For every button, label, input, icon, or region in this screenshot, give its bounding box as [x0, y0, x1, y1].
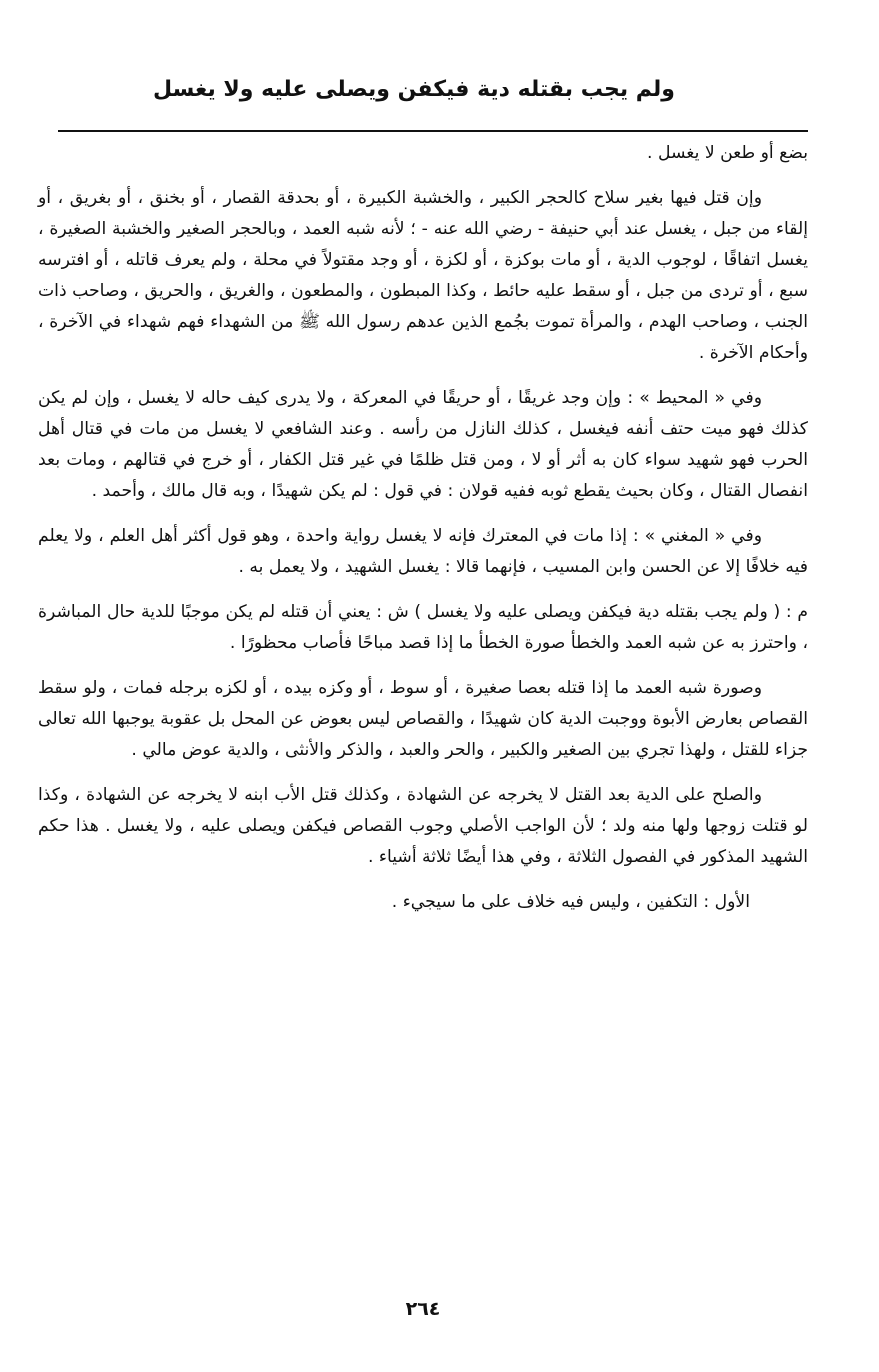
- document-page: [38, 70, 808, 1350]
- paragraph: وفي « المغني » : إذا مات في المعترك فإنه لا يغسل رواية واحدة ، وهو قول أكثر أهل العلم ، ولا يعلم فيه خلافًا إلا عن الحسن وابن المسيب ، فإنهما قالا : يغسل الشهيد ، ولا يعمل به .: [38, 526, 808, 577]
- paragraph: وفي « المحيط » : وإن وجد غريقًا ، أو حريقًا في المعركة ، ولا يدرى كيف حاله لا يغسل ، وإن لم يكن كذلك فهو ميت حتف أنفه فيغسل ، كذلك النازل من رأسه . وعند الشافعي لا يغسل من مات في قتال أهل الحرب فهو شهيد سواء كان به أثر أو لا ، ومن قتل ظلمًا في غير قتل الكفار ، أو خرج في قتالهم ، ومات بعد انفصال القتال ، وكان بحيث يقطع ثوبه ففيه قولان : في قول : لم يكن شهيدًا ، وبه قال مالك ، وأحمد .: [38, 388, 808, 501]
- body-text: [38, 138, 808, 918]
- paragraph: بضع أو طعن لا يغسل .: [647, 143, 808, 163]
- page-number: ٢٦٤: [405, 1298, 441, 1320]
- header-divider: [58, 130, 808, 132]
- paragraph: والصلح على الدية بعد القتل لا يخرجه عن الشهادة ، وكذلك قتل الأب ابنه لا يخرجه عن الشهادة ، وكذا لو قتلت زوجها ولها منه ولد ؛ لأن الواجب الأصلي وجوب القصاص فيكفن ويصلى عليه ، ولا يغسل . هذا حكم الشهيد المذكور في الفصول الثلاثة ، وفي هذا أيضًا ثلاثة أشياء .: [38, 785, 808, 867]
- paragraph: وإن قتل فيها بغير سلاح كالحجر الكبير ، والخشبة الكبيرة ، أو بحدقة القصار ، أو بخنق ، أو بغريق ، أو إلقاء من جبل ، يغسل عند أبي حنيفة - رضي الله عنه - ؛ لأنه شبه العمد ، وبالحجر الصغير والخشبة الصغيرة ، يغسل اتفاقًا ، لوجوب الدية ، أو مات بوكزة ، أو لكزة ، أو وجد مقتولاً في محلة ، ولم يعرف قاتله ، أو افترسه سبع ، أو تردى من جبل ، أو سقط عليه حائط ، وكذا المبطون ، والمطعون ، والغريق ، والحريق ، وصاحب ذات الجنب ، وصاحب الهدم ، والمرأة تموت بجُمع الذين عدهم رسول الله ﷺ من الشهداء فهم شهداء في الآخرة ، وأحكام الآخرة .: [38, 188, 808, 363]
- paragraph: وصورة شبه العمد ما إذا قتله بعصا صغيرة ، أو سوط ، أو وكزه بيده ، أو لكزه برجله فمات ، ولو سقط القصاص بعارض الأبوة ووجبت الدية كان شهيدًا ، والقصاص ليس بعوض عن المحل بل عقوبة يوجبها الله تعالى جزاء للقتل ، ولهذا تجري بين الصغير والكبير ، والحر والعبد ، والذكر والأنثى ، والدية عوض مالي .: [38, 678, 808, 760]
- list-item: الأول : التكفين ، وليس فيه خلاف على ما سيجيء .: [391, 892, 750, 912]
- paragraph: م : ( ولم يجب بقتله دية فيكفن ويصلى عليه ولا يغسل ) ش : يعني أن قتله لم يكن موجبًا للدية حال المباشرة ، واحترز به عن شبه العمد والخطأ صورة الخطأ ما إذا قصد مباحًا فأصاب محظورًا .: [38, 602, 808, 653]
- running-header: ولم يجب بقتله دية فيكفن ويصلى عليه ولا يغسل: [153, 77, 675, 102]
